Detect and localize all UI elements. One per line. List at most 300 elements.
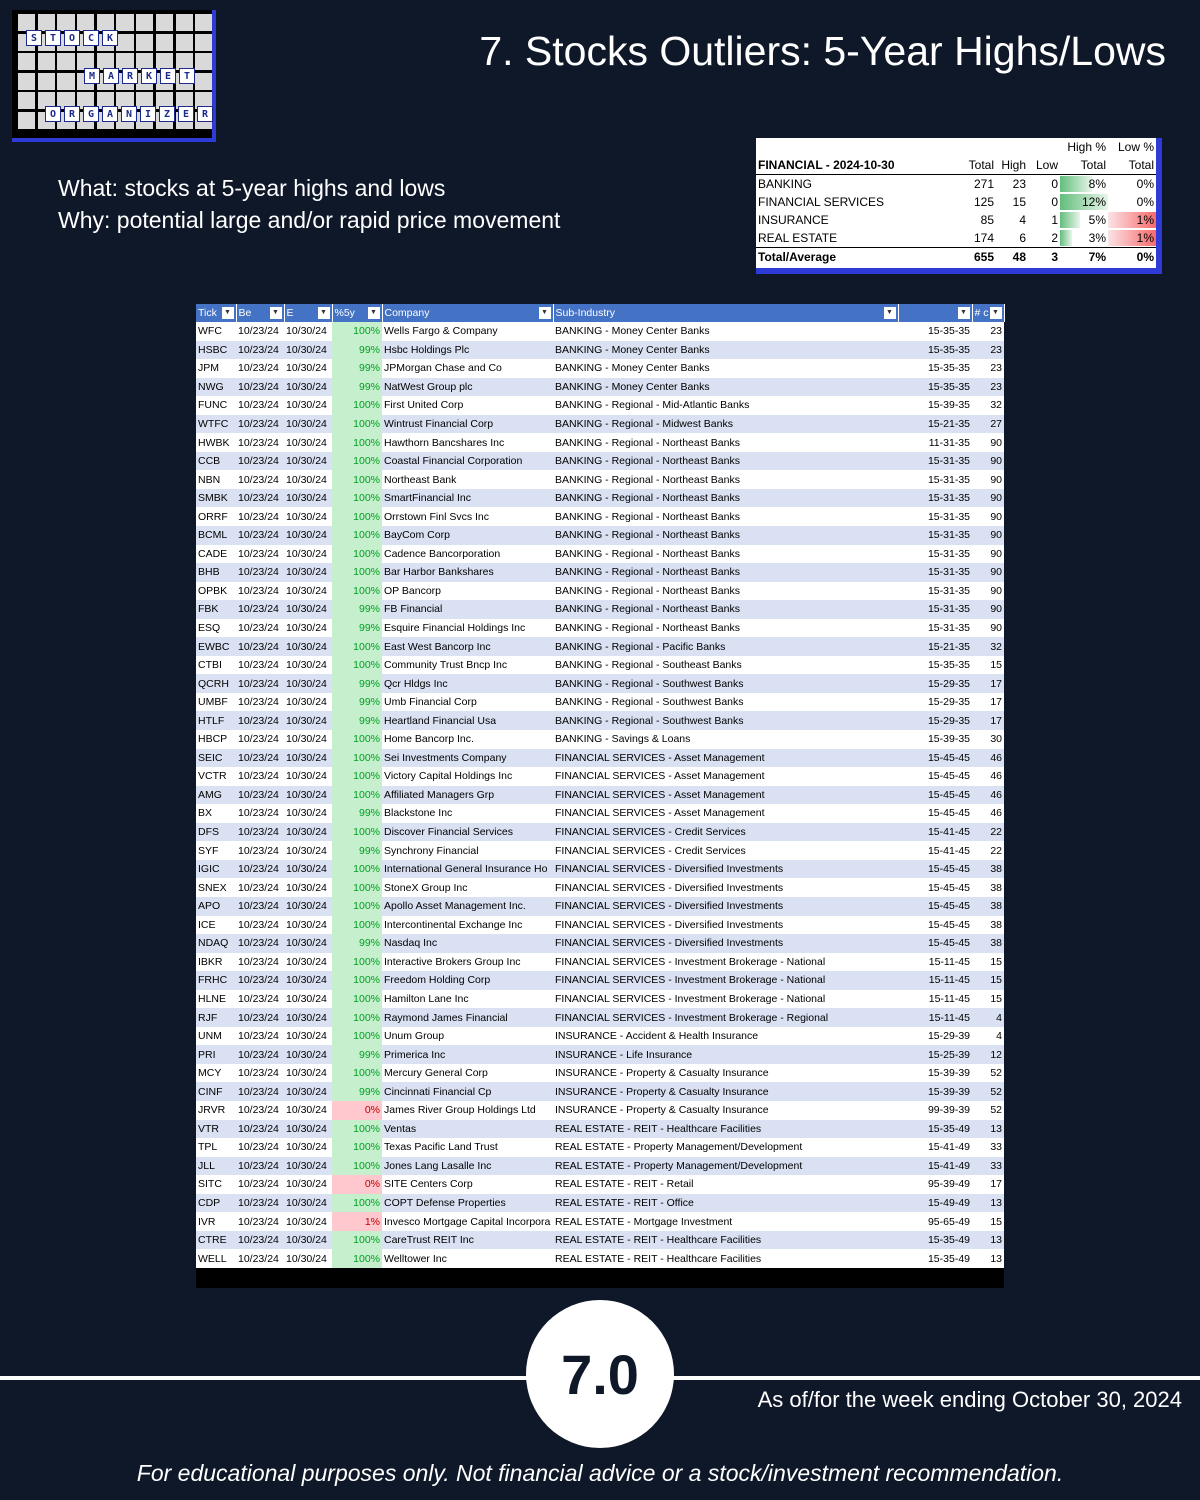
- filter-dropdown-icon[interactable]: ▼: [884, 307, 896, 319]
- table-row[interactable]: [196, 526, 1004, 545]
- cell-rank: 15-29-39: [898, 1027, 972, 1046]
- logo-letter: K: [141, 68, 157, 84]
- cell-begin-date: 10/23/24: [236, 396, 284, 415]
- filter-dropdown-icon[interactable]: ▼: [368, 307, 380, 319]
- table-row[interactable]: [196, 711, 1004, 730]
- cell-rank: 15-45-45: [898, 934, 972, 953]
- logo-tile: [18, 92, 35, 109]
- filter-dropdown-icon[interactable]: ▼: [990, 307, 1002, 319]
- cell-sub-industry: REAL ESTATE - REIT - Retail: [553, 1175, 898, 1194]
- cell-begin-date: 10/23/24: [236, 582, 284, 601]
- cell-count: 15: [972, 1212, 1004, 1231]
- logo-tile: [38, 14, 55, 31]
- cell-ticker: DFS: [196, 823, 236, 842]
- cell-company: Home Bancorp Inc.: [382, 730, 553, 749]
- cell-begin-date: 10/23/24: [236, 1101, 284, 1120]
- column-header-rank[interactable]: [898, 304, 972, 322]
- table-row[interactable]: [196, 507, 1004, 526]
- cell-company: Intercontinental Exchange Inc: [382, 916, 553, 935]
- cell-pct-5y: 100%: [332, 1249, 382, 1268]
- cell-end-date: 10/30/24: [284, 359, 332, 378]
- cell-ticker: AMG: [196, 786, 236, 805]
- table-row[interactable]: [196, 359, 1004, 378]
- table-row[interactable]: [196, 953, 1004, 972]
- table-row[interactable]: [196, 600, 1004, 619]
- cell-pct-5y: 100%: [332, 545, 382, 564]
- cell-pct-5y: 100%: [332, 990, 382, 1009]
- summary-header-low-pct: Low %: [1117, 140, 1154, 154]
- summary-row-total: 125: [973, 195, 994, 209]
- cell-begin-date: 10/23/24: [236, 934, 284, 953]
- table-row[interactable]: [196, 1064, 1004, 1083]
- cell-end-date: 10/30/24: [284, 396, 332, 415]
- summary-header-high-total: Total: [1060, 156, 1108, 175]
- cell-pct-5y: 0%: [332, 1101, 382, 1120]
- cell-end-date: 10/30/24: [284, 526, 332, 545]
- logo-tile: [57, 73, 74, 90]
- summary-row: [756, 211, 1156, 229]
- summary-row-high-pct: [1060, 211, 1108, 229]
- table-row[interactable]: [196, 452, 1004, 471]
- cell-end-date: 10/30/24: [284, 804, 332, 823]
- cell-sub-industry: BANKING - Money Center Banks: [553, 359, 898, 378]
- cell-count: 32: [972, 396, 1004, 415]
- cell-pct-5y: 100%: [332, 415, 382, 434]
- cell-count: 90: [972, 507, 1004, 526]
- summary-row-name: FINANCIAL SERVICES: [758, 195, 885, 209]
- cell-end-date: 10/30/24: [284, 563, 332, 582]
- cell-sub-industry: BANKING - Regional - Northeast Banks: [553, 619, 898, 638]
- column-header-count[interactable]: [972, 304, 1004, 322]
- cell-rank: 15-31-35: [898, 452, 972, 471]
- summary-total-low-pct: 0%: [1108, 248, 1156, 267]
- cell-end-date: 10/30/24: [284, 582, 332, 601]
- cell-company: First United Corp: [382, 396, 553, 415]
- cell-end-date: 10/30/24: [284, 322, 332, 341]
- logo-tile: [136, 34, 153, 51]
- low-pct-value: 1%: [1136, 213, 1154, 227]
- cell-pct-5y: 100%: [332, 396, 382, 415]
- table-row[interactable]: [196, 619, 1004, 638]
- table-row[interactable]: [196, 1120, 1004, 1139]
- cell-pct-5y: 100%: [332, 433, 382, 452]
- table-row[interactable]: [196, 415, 1004, 434]
- cell-sub-industry: BANKING - Money Center Banks: [553, 378, 898, 397]
- cell-ticker: HBCP: [196, 730, 236, 749]
- cell-begin-date: 10/23/24: [236, 1175, 284, 1194]
- cell-pct-5y: 100%: [332, 1064, 382, 1083]
- cell-company: Mercury General Corp: [382, 1064, 553, 1083]
- cell-begin-date: 10/23/24: [236, 1157, 284, 1176]
- cell-count: 13: [972, 1194, 1004, 1213]
- table-row[interactable]: [196, 990, 1004, 1009]
- column-header-end-date[interactable]: [284, 304, 332, 322]
- cell-rank: 15-35-35: [898, 378, 972, 397]
- cell-sub-industry: REAL ESTATE - REIT - Healthcare Facilities: [553, 1231, 898, 1250]
- cell-sub-industry: BANKING - Regional - Southwest Banks: [553, 693, 898, 712]
- cell-begin-date: 10/23/24: [236, 1027, 284, 1046]
- cell-sub-industry: BANKING - Regional - Northeast Banks: [553, 452, 898, 471]
- cell-pct-5y: 100%: [332, 637, 382, 656]
- table-row[interactable]: [196, 1101, 1004, 1120]
- cell-begin-date: 10/23/24: [236, 1008, 284, 1027]
- table-row[interactable]: [196, 823, 1004, 842]
- cell-count: 13: [972, 1120, 1004, 1139]
- cell-ticker: NWG: [196, 378, 236, 397]
- cell-pct-5y: 100%: [332, 452, 382, 471]
- table-row[interactable]: [196, 749, 1004, 768]
- outliers-spreadsheet: [196, 304, 1004, 1288]
- cell-begin-date: 10/23/24: [236, 619, 284, 638]
- cell-pct-5y: 100%: [332, 897, 382, 916]
- table-row[interactable]: [196, 1157, 1004, 1176]
- table-row[interactable]: [196, 637, 1004, 656]
- cell-sub-industry: BANKING - Money Center Banks: [553, 322, 898, 341]
- cell-sub-industry: FINANCIAL SERVICES - Diversified Investments: [553, 878, 898, 897]
- cell-rank: 15-45-45: [898, 749, 972, 768]
- table-row[interactable]: [196, 489, 1004, 508]
- cell-count: 46: [972, 749, 1004, 768]
- cell-company: Wintrust Financial Corp: [382, 415, 553, 434]
- filter-dropdown-icon[interactable]: ▼: [539, 307, 551, 319]
- cell-company: Bar Harbor Bankshares: [382, 563, 553, 582]
- filter-dropdown-icon[interactable]: ▼: [270, 307, 282, 319]
- cell-sub-industry: FINANCIAL SERVICES - Diversified Investments: [553, 860, 898, 879]
- cell-end-date: 10/30/24: [284, 693, 332, 712]
- cell-pct-5y: 100%: [332, 322, 382, 341]
- table-row[interactable]: [196, 1175, 1004, 1194]
- cell-begin-date: 10/23/24: [236, 971, 284, 990]
- cell-ticker: SITC: [196, 1175, 236, 1194]
- logo-tile: [77, 14, 94, 31]
- table-row[interactable]: [196, 563, 1004, 582]
- cell-ticker: BHB: [196, 563, 236, 582]
- cell-rank: 15-21-35: [898, 637, 972, 656]
- cell-rank: 15-35-49: [898, 1249, 972, 1268]
- logo-letter: Z: [159, 106, 175, 122]
- logo-letter: I: [140, 106, 156, 122]
- column-header-label: Company: [384, 307, 430, 319]
- cell-sub-industry: BANKING - Regional - Southeast Banks: [553, 656, 898, 675]
- high-pct-value: 12%: [1081, 195, 1106, 209]
- cell-pct-5y: 100%: [332, 1008, 382, 1027]
- table-row[interactable]: [196, 730, 1004, 749]
- table-row[interactable]: [196, 693, 1004, 712]
- table-row[interactable]: [196, 433, 1004, 452]
- summary-table: [756, 138, 1162, 274]
- table-row[interactable]: [196, 656, 1004, 675]
- cell-rank: 15-31-35: [898, 489, 972, 508]
- cell-company: Apollo Asset Management Inc.: [382, 897, 553, 916]
- cell-end-date: 10/30/24: [284, 990, 332, 1009]
- cell-count: 15: [972, 953, 1004, 972]
- cell-sub-industry: REAL ESTATE - REIT - Office: [553, 1194, 898, 1213]
- summary-row-total: 271: [973, 177, 994, 191]
- summary-row-name: REAL ESTATE: [758, 231, 838, 245]
- cell-rank: 15-39-35: [898, 730, 972, 749]
- cell-end-date: 10/30/24: [284, 1249, 332, 1268]
- table-row[interactable]: [196, 897, 1004, 916]
- cell-begin-date: 10/23/24: [236, 804, 284, 823]
- low-pct-value: 0%: [1136, 177, 1154, 191]
- column-header-label: E: [286, 307, 294, 319]
- cell-ticker: CTRE: [196, 1231, 236, 1250]
- cell-company: Primerica Inc: [382, 1045, 553, 1064]
- column-header-pct-5y[interactable]: [332, 304, 382, 322]
- table-row[interactable]: [196, 878, 1004, 897]
- cell-ticker: JRVR: [196, 1101, 236, 1120]
- filter-dropdown-icon[interactable]: ▼: [222, 307, 234, 319]
- cell-company: Qcr Hldgs Inc: [382, 674, 553, 693]
- table-row[interactable]: [196, 1082, 1004, 1101]
- cell-end-date: 10/30/24: [284, 415, 332, 434]
- cell-sub-industry: FINANCIAL SERVICES - Diversified Investments: [553, 916, 898, 935]
- summary-row-high: 4: [1019, 213, 1026, 227]
- cell-sub-industry: BANKING - Savings & Loans: [553, 730, 898, 749]
- cell-end-date: 10/30/24: [284, 470, 332, 489]
- cell-end-date: 10/30/24: [284, 1027, 332, 1046]
- cell-ticker: JLL: [196, 1157, 236, 1176]
- cell-company: Jones Lang Lasalle Inc: [382, 1157, 553, 1176]
- cell-begin-date: 10/23/24: [236, 470, 284, 489]
- cell-company: BayCom Corp: [382, 526, 553, 545]
- cell-begin-date: 10/23/24: [236, 860, 284, 879]
- logo-tile: [18, 14, 35, 31]
- table-row[interactable]: [196, 1249, 1004, 1268]
- table-row[interactable]: [196, 1194, 1004, 1213]
- logo-letter: S: [26, 30, 42, 46]
- cell-rank: 15-45-45: [898, 916, 972, 935]
- cell-end-date: 10/30/24: [284, 637, 332, 656]
- table-row[interactable]: [196, 934, 1004, 953]
- table-row[interactable]: [196, 1008, 1004, 1027]
- cell-rank: 15-11-45: [898, 971, 972, 990]
- logo-letter: O: [45, 106, 61, 122]
- cell-pct-5y: 100%: [332, 1231, 382, 1250]
- column-header-ticker[interactable]: [196, 304, 236, 322]
- table-row[interactable]: [196, 916, 1004, 935]
- summary-row-high: 15: [1012, 195, 1026, 209]
- cell-sub-industry: BANKING - Regional - Northeast Banks: [553, 470, 898, 489]
- cell-rank: 15-29-35: [898, 711, 972, 730]
- table-row[interactable]: [196, 1027, 1004, 1046]
- cell-rank: 15-11-45: [898, 1008, 972, 1027]
- cell-ticker: ESQ: [196, 619, 236, 638]
- table-row[interactable]: [196, 971, 1004, 990]
- cell-end-date: 10/30/24: [284, 489, 332, 508]
- cell-rank: 15-35-35: [898, 656, 972, 675]
- cell-end-date: 10/30/24: [284, 1045, 332, 1064]
- logo-letter: A: [102, 106, 118, 122]
- cell-ticker: IGIC: [196, 860, 236, 879]
- cell-begin-date: 10/23/24: [236, 953, 284, 972]
- cell-count: 90: [972, 452, 1004, 471]
- cell-ticker: UMBF: [196, 693, 236, 712]
- table-row[interactable]: [196, 804, 1004, 823]
- table-row[interactable]: [196, 1231, 1004, 1250]
- cell-ticker: QCRH: [196, 674, 236, 693]
- cell-pct-5y: 100%: [332, 656, 382, 675]
- cell-rank: 15-45-45: [898, 786, 972, 805]
- cell-ticker: WELL: [196, 1249, 236, 1268]
- cell-end-date: 10/30/24: [284, 897, 332, 916]
- table-row[interactable]: [196, 341, 1004, 360]
- cell-ticker: VCTR: [196, 767, 236, 786]
- summary-total-low: 3: [1028, 248, 1060, 267]
- table-row[interactable]: [196, 545, 1004, 564]
- logo-tile: [156, 14, 173, 31]
- column-header-company[interactable]: [382, 304, 553, 322]
- cell-company: Community Trust Bncp Inc: [382, 656, 553, 675]
- cell-end-date: 10/30/24: [284, 378, 332, 397]
- column-header-begin-date[interactable]: [236, 304, 284, 322]
- cell-company: OP Bancorp: [382, 582, 553, 601]
- cell-sub-industry: BANKING - Regional - Northeast Banks: [553, 526, 898, 545]
- cell-count: 30: [972, 730, 1004, 749]
- cell-company: StoneX Group Inc: [382, 878, 553, 897]
- table-row[interactable]: [196, 582, 1004, 601]
- table-row[interactable]: [196, 322, 1004, 341]
- table-row[interactable]: [196, 786, 1004, 805]
- cell-sub-industry: BANKING - Regional - Northeast Banks: [553, 489, 898, 508]
- logo-word-organizer: [45, 106, 213, 122]
- cell-ticker: TPL: [196, 1138, 236, 1157]
- cell-pct-5y: 100%: [332, 1120, 382, 1139]
- cell-sub-industry: FINANCIAL SERVICES - Asset Management: [553, 804, 898, 823]
- table-row[interactable]: [196, 1212, 1004, 1231]
- cell-ticker: SNEX: [196, 878, 236, 897]
- cell-begin-date: 10/23/24: [236, 507, 284, 526]
- cell-end-date: 10/30/24: [284, 1212, 332, 1231]
- cell-ticker: MCY: [196, 1064, 236, 1083]
- cell-ticker: HLNE: [196, 990, 236, 1009]
- cell-rank: 15-11-45: [898, 953, 972, 972]
- cell-ticker: IBKR: [196, 953, 236, 972]
- cell-sub-industry: BANKING - Regional - Northeast Banks: [553, 563, 898, 582]
- cell-ticker: BCML: [196, 526, 236, 545]
- logo-letter: M: [84, 68, 100, 84]
- cell-sub-industry: BANKING - Money Center Banks: [553, 341, 898, 360]
- cell-company: JPMorgan Chase and Co: [382, 359, 553, 378]
- logo-tile: [57, 14, 74, 31]
- cell-begin-date: 10/23/24: [236, 1138, 284, 1157]
- cell-rank: 15-29-35: [898, 674, 972, 693]
- page-title: 7. Stocks Outliers: 5-Year Highs/Lows: [479, 28, 1166, 74]
- cell-count: 13: [972, 1249, 1004, 1268]
- cell-rank: 15-31-35: [898, 619, 972, 638]
- cell-rank: 95-65-49: [898, 1212, 972, 1231]
- cell-company: Heartland Financial Usa: [382, 711, 553, 730]
- logo-tile: [176, 34, 193, 51]
- cell-pct-5y: 99%: [332, 341, 382, 360]
- column-header-sub-industry[interactable]: [553, 304, 898, 322]
- cell-sub-industry: BANKING - Regional - Northeast Banks: [553, 600, 898, 619]
- cell-rank: 15-35-35: [898, 341, 972, 360]
- filter-dropdown-icon[interactable]: ▼: [958, 307, 970, 319]
- cell-count: 22: [972, 823, 1004, 842]
- table-row[interactable]: [196, 378, 1004, 397]
- summary-total-label: Total/Average: [756, 248, 926, 267]
- summary-row-low-pct: [1108, 229, 1156, 248]
- cell-company: Hsbc Holdings Plc: [382, 341, 553, 360]
- table-row[interactable]: [196, 674, 1004, 693]
- cell-pct-5y: 99%: [332, 619, 382, 638]
- cell-begin-date: 10/23/24: [236, 916, 284, 935]
- cell-pct-5y: 100%: [332, 1138, 382, 1157]
- cell-count: 17: [972, 1175, 1004, 1194]
- table-row[interactable]: [196, 396, 1004, 415]
- cell-end-date: 10/30/24: [284, 749, 332, 768]
- cell-sub-industry: FINANCIAL SERVICES - Credit Services: [553, 841, 898, 860]
- cell-count: 32: [972, 637, 1004, 656]
- cell-company: Hamilton Lane Inc: [382, 990, 553, 1009]
- cell-begin-date: 10/23/24: [236, 1194, 284, 1213]
- cell-company: FB Financial: [382, 600, 553, 619]
- high-pct-databar: [1060, 176, 1092, 192]
- cell-ticker: NBN: [196, 470, 236, 489]
- column-header-label: Sub-Industry: [555, 307, 616, 319]
- cell-count: 90: [972, 545, 1004, 564]
- cell-ticker: VTR: [196, 1120, 236, 1139]
- cell-company: Cadence Bancorporation: [382, 545, 553, 564]
- table-row[interactable]: [196, 1138, 1004, 1157]
- cell-pct-5y: 0%: [332, 1175, 382, 1194]
- cell-company: Blackstone Inc: [382, 804, 553, 823]
- cell-count: 90: [972, 470, 1004, 489]
- column-header-label: Be: [238, 307, 252, 319]
- cell-begin-date: 10/23/24: [236, 433, 284, 452]
- logo-tile: [136, 14, 153, 31]
- cell-sub-industry: FINANCIAL SERVICES - Credit Services: [553, 823, 898, 842]
- high-pct-value: 5%: [1088, 213, 1106, 227]
- cell-pct-5y: 99%: [332, 934, 382, 953]
- cell-pct-5y: 100%: [332, 730, 382, 749]
- cell-sub-industry: FINANCIAL SERVICES - Asset Management: [553, 749, 898, 768]
- table-row[interactable]: [196, 470, 1004, 489]
- cell-end-date: 10/30/24: [284, 786, 332, 805]
- cell-rank: 15-29-35: [898, 693, 972, 712]
- cell-pct-5y: 100%: [332, 1194, 382, 1213]
- table-row[interactable]: [196, 767, 1004, 786]
- table-row[interactable]: [196, 1045, 1004, 1064]
- cell-end-date: 10/30/24: [284, 1064, 332, 1083]
- logo-tile: [97, 14, 114, 31]
- cell-rank: 15-45-45: [898, 897, 972, 916]
- cell-rank: 15-31-35: [898, 563, 972, 582]
- cell-rank: 15-35-49: [898, 1120, 972, 1139]
- cell-company: Northeast Bank: [382, 470, 553, 489]
- cell-begin-date: 10/23/24: [236, 526, 284, 545]
- cell-end-date: 10/30/24: [284, 711, 332, 730]
- cell-count: 13: [972, 1231, 1004, 1250]
- summary-header-low: Low: [1028, 156, 1060, 175]
- cell-count: 52: [972, 1101, 1004, 1120]
- cell-company: Ventas: [382, 1120, 553, 1139]
- cell-count: 90: [972, 489, 1004, 508]
- cell-count: 46: [972, 767, 1004, 786]
- table-row[interactable]: [196, 860, 1004, 879]
- cell-begin-date: 10/23/24: [236, 823, 284, 842]
- cell-count: 27: [972, 415, 1004, 434]
- cell-ticker: FUNC: [196, 396, 236, 415]
- cell-sub-industry: FINANCIAL SERVICES - Asset Management: [553, 767, 898, 786]
- logo-tile: [116, 14, 133, 31]
- table-row[interactable]: [196, 841, 1004, 860]
- filter-dropdown-icon[interactable]: ▼: [318, 307, 330, 319]
- cell-sub-industry: BANKING - Regional - Pacific Banks: [553, 637, 898, 656]
- cell-pct-5y: 99%: [332, 841, 382, 860]
- cell-sub-industry: FINANCIAL SERVICES - Investment Brokerage - National: [553, 971, 898, 990]
